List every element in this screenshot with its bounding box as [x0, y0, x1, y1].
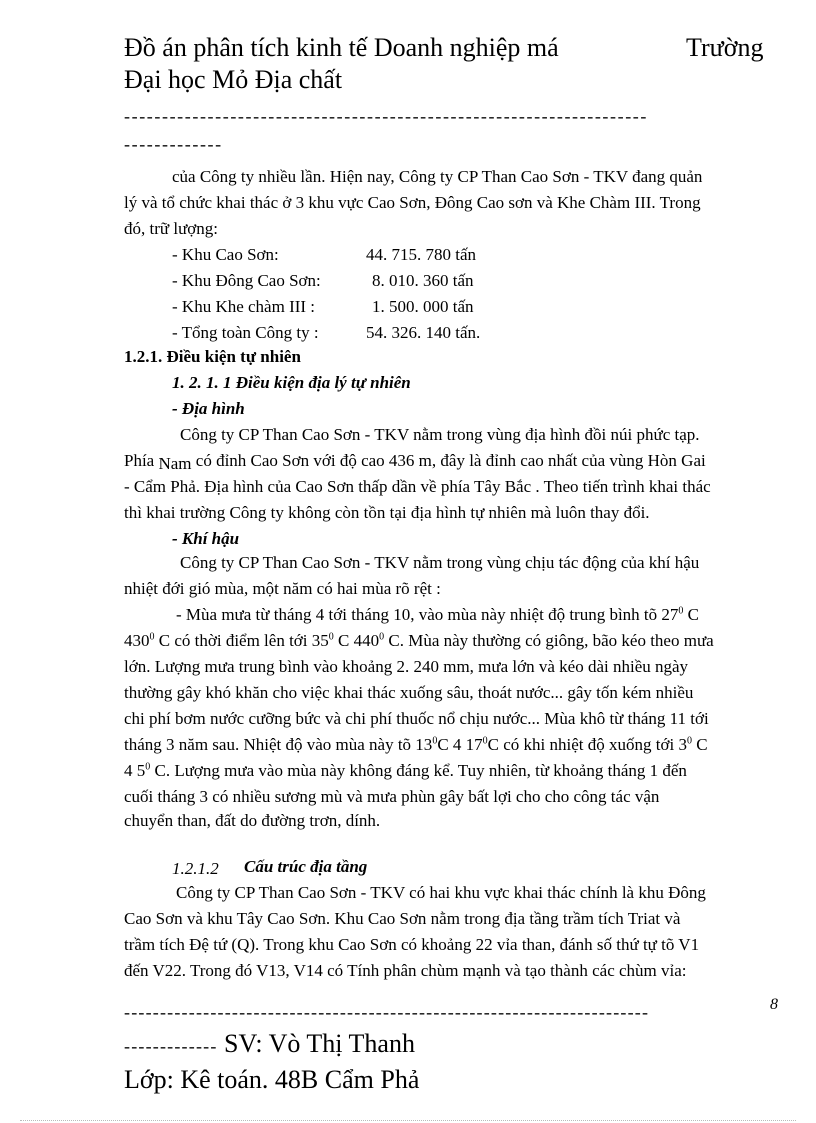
footer-student-line [124, 1028, 415, 1062]
strata-line-1: Công ty CP Than Cao Sơn - TKV có hai khu vực khai thác chính là khu Đông [176, 883, 706, 902]
header-school-name: Đại học Mỏ Địa chất [124, 65, 343, 94]
page-edge-divider [20, 1120, 796, 1121]
terrain-line-1: Công ty CP Than Cao Sơn - TKV nằm trong vùng địa hình đồi núi phức tạp. [180, 425, 700, 444]
dry-line-3: cuối tháng 3 có nhiều sương mù và mưa phùn gây bất lợi cho cho công tác vận [124, 787, 660, 806]
footer-separator-continued: ------------- [124, 1036, 218, 1056]
reserve-label: - Tổng toàn Công ty : [172, 323, 319, 342]
subsection-heading-1-2-1-1: 1. 2. 1. 1 Điều kiện địa lý tự nhiên [172, 373, 411, 392]
degree-mark: 0 [686, 735, 692, 747]
footer-student-name: SV: Vò Thị Thanh [217, 1029, 415, 1058]
section-heading-1-2-1: 1.2.1. Điều kiện tự nhiên [124, 347, 301, 366]
climate-line-2: nhiệt đới gió mùa, một năm có hai mùa rõ rệt : [124, 579, 441, 598]
rainy-text: 430 [124, 631, 150, 650]
rainy-text: C [683, 605, 699, 624]
strata-line-2: Cao Sơn và khu Tây Cao Sơn. Khu Cao Sơn nằm trong địa tầng trầm tích Triat và [124, 909, 681, 928]
header-school-prefix: Trường [686, 33, 764, 62]
degree-mark: 0 [328, 631, 334, 643]
terrain-line-4: thì khai trường Công ty không còn tồn tại địa hình tự nhiên mà luôn thay đổi. [124, 503, 650, 522]
degree-mark: 0 [678, 605, 684, 617]
header-title: Đồ án phân tích kinh tế Doanh nghiệp má [124, 33, 559, 62]
header-separator-continued: ------------- [124, 134, 223, 154]
dry-text: C [691, 735, 708, 754]
terrain-heading: - Địa hình [172, 399, 245, 418]
strata-line-3: trầm tích Đệ tứ (Q). Trong khu Cao Sơn có khoảng 22 vỉa than, đánh số thứ tự tõ V1 [124, 935, 700, 954]
reserve-label: - Khu Khe chàm III : [172, 297, 316, 316]
intro-line-1: của Công ty nhiều lần. Hiện nay, Công ty CP Than Cao Sơn - TKV đang quản [172, 167, 703, 186]
climate-heading: - Khí hậu [172, 529, 240, 548]
reserve-value: 54. 326. 140 tấn. [366, 323, 481, 342]
page-number: 8 [770, 996, 778, 1013]
rainy-line-2 [124, 628, 714, 654]
degree-mark: 0 [145, 761, 151, 773]
dry-text: tháng 3 năm sau. Nhiệt độ vào mùa này tõ 13 [124, 735, 433, 754]
subsection-heading-strata: Cấu trúc địa tầng [244, 857, 368, 876]
degree-mark: 0 [379, 631, 385, 643]
climate-line-1: Công ty CP Than Cao Sơn - TKV nằm trong vùng chịu tác động của khí hậu [180, 553, 700, 572]
dry-line-2 [124, 758, 687, 784]
reserve-value: 44. 715. 780 tấn [366, 245, 477, 264]
rainy-text: C 440 [333, 631, 380, 650]
degree-mark: 0 [432, 735, 438, 747]
terrain-line-3: - Cẩm Phả. Địa hình của Cao Sơn thấp dần về phía Tây Bắc . Theo tiến trình khai thác [124, 477, 711, 496]
rainy-line-1 [176, 602, 699, 628]
reserve-value: 8. 010. 360 tấn [372, 271, 474, 290]
rainy-text: C. Mùa này thường có giông, bão kéo theo mưa [384, 631, 714, 650]
footer-class-line: Lớp: Kê toán. 48B Cẩm Phả [124, 1065, 420, 1094]
intro-line-3: đó, trữ lượng: [124, 219, 218, 238]
reserve-label: - Khu Cao Sơn: [172, 245, 279, 264]
dry-text: 4 5 [124, 761, 146, 780]
dry-text: C. Lượng mưa vào mùa này không đáng kể. Tuy nhiên, từ khoảng tháng 1 đến [150, 761, 687, 780]
reserve-value: 1. 500. 000 tấn [372, 297, 474, 316]
intro-line-2: lý và tổ chức khai thác ở 3 khu vực Cao Sơn, Đông Cao sơn và Khe Chàm III. Trong [124, 193, 701, 212]
dry-text: C 4 17 [437, 735, 483, 754]
terrain-text: có đỉnh Cao Sơn với độ cao 436 m, đây là đỉnh cao nhất của vùng Hòn Gai [195, 451, 706, 470]
rainy-text: C có thời điểm lên tới 35 [154, 631, 329, 650]
terrain-text-lowered: Nam [158, 454, 192, 473]
subsection-number-1-2-1-2: 1.2.1.2 [172, 859, 219, 878]
footer-separator: ------------------------------------------------------------------------- [124, 1002, 650, 1022]
terrain-line-2 [124, 448, 706, 474]
dry-line-1 [124, 732, 708, 758]
rainy-line-4: thường gây khó khăn cho việc khai thác xuống sâu, thoát nước... gây tốn kém nhiều [124, 683, 694, 702]
header-separator: --------------------------------------------------------------------- [124, 106, 648, 126]
rainy-line-3: lớn. Lượng mưa trung bình vào khoảng 2. 240 mm, mưa lớn và kéo dài nhiều ngày [124, 657, 689, 676]
reserve-label: - Khu Đông Cao Sơn: [172, 271, 321, 290]
rainy-text: - Mùa mưa từ tháng 4 tới tháng 10, vào mùa này nhiệt độ trung bình tõ 27 [176, 605, 679, 624]
rainy-line-5: chi phí bơm nước cưỡng bức và chi phí thuốc nổ chịu nước... Mùa khô từ tháng 11 tới [124, 709, 709, 728]
dry-line-4: chuyển than, đất do đường trơn, dính. [124, 811, 381, 830]
strata-line-4: đến V22. Trong đó V13, V14 có Tính phân chùm mạnh và tạo thành các chùm vỉa: [124, 961, 687, 980]
degree-mark: 0 [482, 735, 488, 747]
terrain-text: Phía [124, 451, 155, 470]
dry-text: C có khi nhiệt độ xuống tới 3 [487, 735, 687, 754]
degree-mark: 0 [149, 631, 155, 643]
